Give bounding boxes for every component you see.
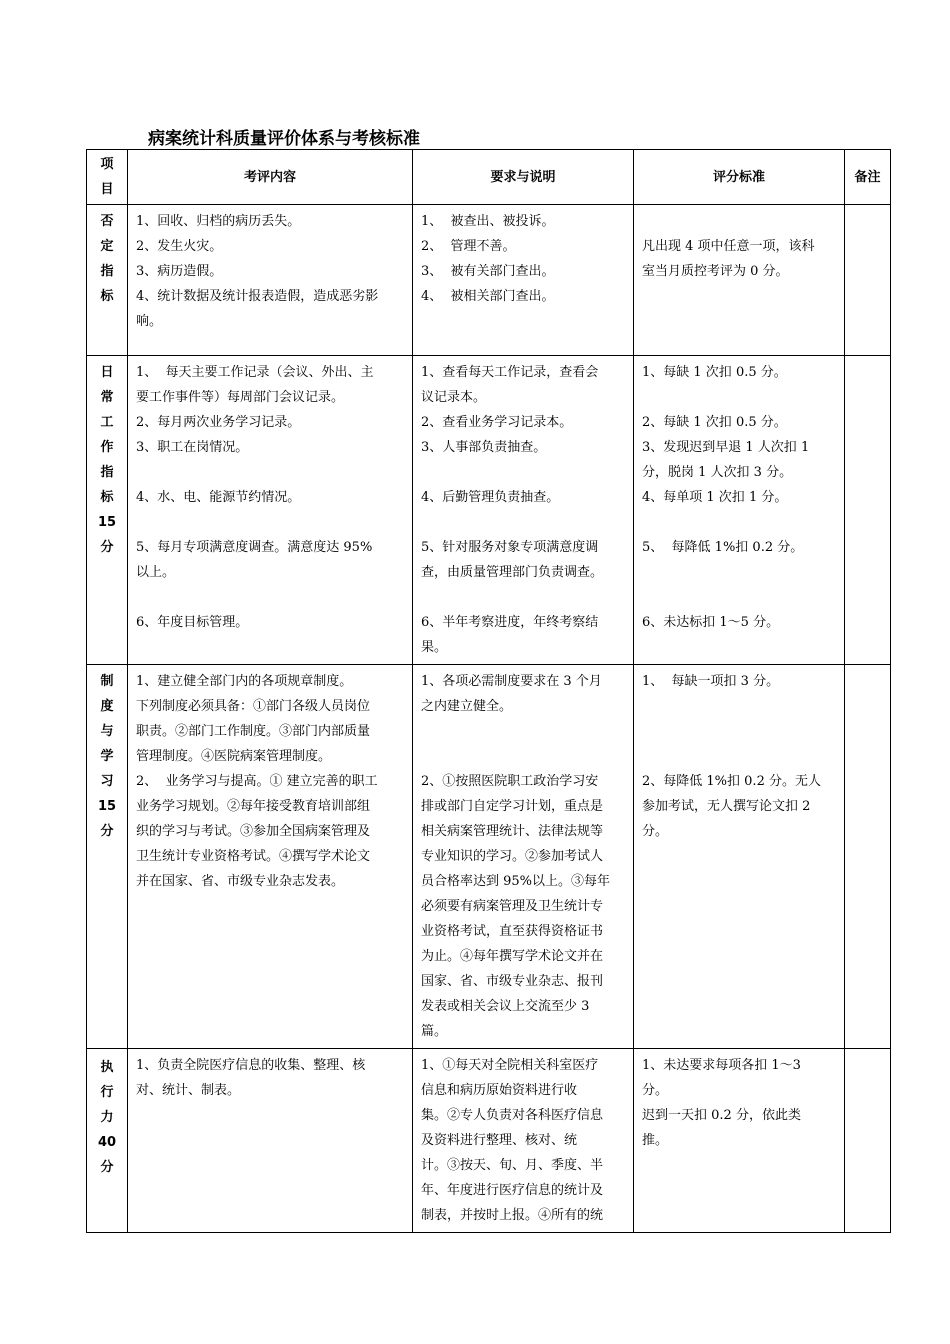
text-line: 分。 [642,824,669,839]
item-char: 分 [100,824,114,839]
text-line: 1、建立健全部门内的各项规章制度。 [136,674,353,689]
text-line: 排或部门自定学习计划，重点是 [421,799,604,814]
row-item-label [87,205,128,356]
row-content [128,1049,413,1233]
row-scoring [634,665,845,1049]
header-scoring: 评分标准 [634,150,845,205]
table-row [87,1049,891,1233]
text-line: 5、针对服务对象专项满意度调 [421,540,599,555]
text-line: 2、 管理不善。 [421,239,516,254]
text-line: 4、后勤管理负责抽查。 [421,490,560,505]
table-row [87,665,891,1049]
text-line: 4、统计数据及统计报表造假，造成恶劣影 [136,289,379,304]
row-item-label [87,356,128,665]
text-line: 4、 被相关部门查出。 [421,289,555,304]
item-char: 指 [100,264,114,279]
text-line: 之内建立健全。 [421,699,513,714]
text-line: 职责。②部门工作制度。③部门内部质量 [136,724,371,739]
text-line: 2、①按照医院职工政治学习安 [421,774,599,789]
text-line: 4、水、电、能源节约情况。 [136,490,301,505]
row-note [845,356,891,665]
text-line: 1、各项必需制度要求在 3 个月 [421,674,602,689]
text-line: 3、职工在岗情况。 [136,440,249,455]
text-line: 计。③按天、旬、月、季度、半 [421,1158,604,1173]
item-char: 分 [100,540,114,555]
row-requirement [413,665,634,1049]
text-line: 并在国家、省、市级专业杂志发表。 [136,874,345,889]
text-line: 3、发现迟到早退 1 人次扣 1 [642,440,810,455]
text-line: 2、每降低 1%扣 0.2 分。无人 [642,774,821,789]
text-line: 2、每缺 1 次扣 0.5 分。 [642,415,787,430]
text-line: 必须要有病案管理及卫生统计专 [421,899,604,914]
item-char: 力 [100,1110,114,1125]
table-row [87,205,891,356]
item-char: 日 [100,365,114,380]
text-line: 信息和病历原始资料进行收 [421,1083,578,1098]
text-line: 参加考试，无人撰写论文扣 2 [642,799,811,814]
text-line: 要工作事件等）每周部门会议记录。 [136,390,345,405]
text-line: 1、回收、归档的病历丢失。 [136,214,301,229]
item-char: 执 [100,1060,114,1075]
row-item-label [87,665,128,1049]
text-line: 1、 每天主要工作记录（会议、外出、主 [136,365,374,380]
text-line: 业务学习规划。②每年接受教育培训部组 [136,799,371,814]
header-content: 考评内容 [128,150,413,205]
row-content [128,356,413,665]
text-line: 4、每单项 1 次扣 1 分。 [642,490,788,505]
text-line: 分，脱岗 1 人次扣 3 分。 [642,465,793,480]
row-item-label [87,1049,128,1233]
header-item-char: 项 [100,157,114,172]
item-char: 40 [97,1135,117,1150]
text-line: 制表，并按时上报。④所有的统 [421,1208,604,1223]
text-line: 6、年度目标管理。 [136,615,249,630]
text-line: 1、每缺 1 次扣 0.5 分。 [642,365,787,380]
item-char: 行 [100,1085,114,1100]
text-line: 果。 [421,640,448,655]
item-char: 15 [97,799,117,814]
text-line: 3、 被有关部门查出。 [421,264,555,279]
item-char: 定 [100,239,114,254]
text-line: 2、每月两次业务学习记录。 [136,415,301,430]
text-line: 1、 每缺一项扣 3 分。 [642,674,780,689]
text-line: 年、年度进行医疗信息的统计及 [421,1183,604,1198]
item-char: 工 [100,415,114,430]
header-requirement: 要求与说明 [413,150,634,205]
row-content [128,665,413,1049]
item-char: 习 [100,774,114,789]
header-item-char: 目 [100,182,114,197]
text-line: 6、半年考察进度，年终考察结 [421,615,599,630]
item-char: 与 [100,724,114,739]
row-requirement [413,205,634,356]
text-line: 业资格考试，直至获得资格证书 [421,924,604,939]
text-line: 为止。④每年撰写学术论文并在 [421,949,604,964]
text-line: 相关病案管理统计、法律法规等 [421,824,604,839]
text-line: 以上。 [136,565,176,580]
text-line: 6、未达标扣 1～5 分。 [642,615,780,630]
item-char: 标 [100,490,114,505]
text-line: 迟到一天扣 0.2 分，依此类 [642,1108,801,1123]
text-line: 5、每月专项满意度调查。满意度达 95% [136,540,373,555]
text-line: 凡出现 4 项中任意一项，该科 [642,239,815,254]
item-char: 常 [100,390,114,405]
text-line: 1、未达要求每项各扣 1～3 [642,1058,801,1073]
text-line: 1、 被查出、被投诉。 [421,214,555,229]
text-line: 分。 [642,1083,669,1098]
text-line: 集。②专人负责对各科医疗信息 [421,1108,604,1123]
text-line: 织的学习与考试。③参加全国病案管理及 [136,824,371,839]
text-line: 2、查看业务学习记录本。 [421,415,573,430]
text-line: 3、人事部负责抽查。 [421,440,547,455]
row-requirement [413,1049,634,1233]
evaluation-table [86,149,891,1233]
text-line: 查，由质量管理部门负责调查。 [421,565,604,580]
text-line: 卫生统计专业资格考试。④撰写学术论文 [136,849,371,864]
item-char: 度 [100,699,114,714]
item-char: 标 [100,289,114,304]
item-char: 学 [100,749,114,764]
text-line: 1、负责全院医疗信息的收集、整理、核 [136,1058,366,1073]
text-line: 1、查看每天工作记录，查看会 [421,365,599,380]
row-scoring [634,1049,845,1233]
text-line: 1、①每天对全院相关科室医疗 [421,1058,599,1073]
text-line: 响。 [136,314,163,329]
text-line: 5、 每降低 1%扣 0.2 分。 [642,540,804,555]
page-title: 病案统计科质量评价体系与考核标准 [148,129,420,149]
item-char: 15 [97,515,117,530]
table-header-row [87,150,891,205]
text-line: 议记录本。 [421,390,487,405]
row-note [845,205,891,356]
row-scoring [634,205,845,356]
header-item [87,150,128,205]
text-line: 下列制度必须具备：①部门各级人员岗位 [136,699,371,714]
text-line: 发表或相关会议上交流至少 3 [421,999,590,1014]
text-line: 室当月质控考评为 0 分。 [642,264,789,279]
text-line: 篇。 [421,1024,448,1039]
text-line: 管理制度。④医院病案管理制度。 [136,749,332,764]
text-line: 对、统计、制表。 [136,1083,241,1098]
item-char: 分 [100,1160,114,1175]
item-char: 作 [100,440,114,455]
item-char: 制 [100,674,114,689]
text-line: 国家、省、市级专业杂志、报刊 [421,974,604,989]
row-note [845,665,891,1049]
row-note [845,1049,891,1233]
row-scoring [634,356,845,665]
text-line: 2、 业务学习与提高。① 建立完善的职工 [136,774,378,789]
header-note: 备注 [845,150,891,205]
text-line: 3、病历造假。 [136,264,223,279]
text-line: 专业知识的学习。②参加考试人 [421,849,604,864]
text-line: 员合格率达到 95%以上。③每年 [421,874,611,889]
text-line: 及资料进行整理、核对、统 [421,1133,578,1148]
item-char: 指 [100,465,114,480]
item-char: 否 [100,214,114,229]
text-line: 2、发生火灾。 [136,239,223,254]
text-line: 推。 [642,1133,669,1148]
row-requirement [413,356,634,665]
table-row [87,356,891,665]
row-content [128,205,413,356]
